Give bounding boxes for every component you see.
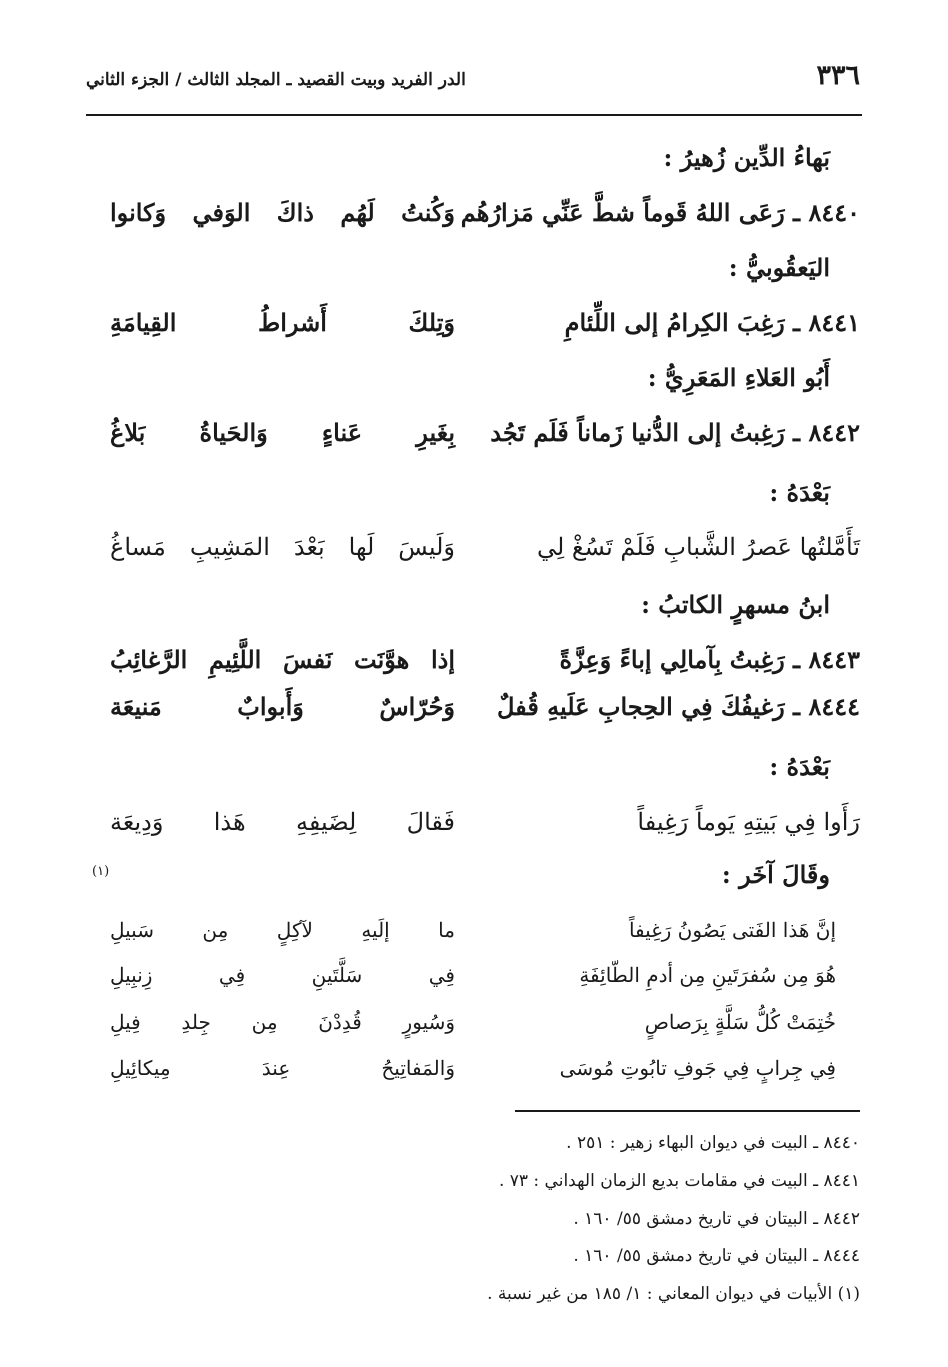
running-head: الدر الفريد وبيت القصيد ـ المجلد الثالث / الجزء الثاني: [86, 70, 466, 90]
poet-name: وقَالَ آخَر :: [721, 860, 830, 889]
verse-first-hemistich: رَأَوا فِي بَيتِهِ يَوماً رَغِيفاً: [637, 808, 860, 836]
verse-second-hemistich: وَالمَفاتِيحُ عِندَ مِيكائِيلِ: [110, 1056, 455, 1080]
verse-second-hemistich: بِغَيرِ عَناءٍ وَالحَياةُ بَلاغُ: [110, 418, 455, 447]
verse-second-hemistich: وَسُيورٍ قُدِدْنَ مِن جِلدِ فِيلِ: [110, 1010, 455, 1034]
verse-first-hemistich: إنَّ هَذا الفَتى يَصُونُ رَغِيفاً: [628, 918, 836, 942]
poet-name: بَعْدَهُ :: [769, 478, 830, 507]
footnote-rule: [515, 1110, 860, 1112]
footnote: ٨٤٤٤ ـ البيتان في تاريخ دمشق ٥٥/ ١٦٠ .: [573, 1246, 860, 1266]
verse-second-hemistich: وَكُنتُ لَهُم ذاكَ الوَفي وَكانوا: [110, 198, 455, 227]
verse-second-hemistich: إذا هوَّنَت نَفسَ اللَّئِيمِ الرَّغائِبُ: [110, 645, 455, 674]
verse-second-hemistich: وَتِلكَ أَشراطُ القِيامَةِ: [110, 308, 455, 337]
verse-first-hemistich: ٨٤٤٢ ـ رَغِبتُ إلى الدُّنيا زَماناً فَلَم تَجُد: [490, 418, 860, 447]
footnote: (١) الأبيات في ديوان المعاني : ١/ ١٨٥ من غير نسبة .: [487, 1284, 860, 1304]
verse-first-hemistich: تَأَمَّلتُها عَصرُ الشَّبابِ فَلَمْ تَسُغْ لِي: [536, 533, 860, 561]
verse-first-hemistich: ٨٤٤٠ ـ رَعَى اللهُ قَوماً شطَّ عَنِّي مَزارُهُم: [460, 198, 860, 227]
verse-first-hemistich: ٨٤٤١ ـ رَغِبَ الكِرامُ إلى اللِّئامِ: [564, 308, 860, 337]
verse-second-hemistich: وَحُرّاسٌ وَأَبوابٌ مَنيعَة: [110, 692, 455, 721]
poet-name: ابنُ مسهرٍ الكاتبُ :: [641, 590, 830, 619]
verse-first-hemistich: خُتِمَتْ كُلُّ سَلَّةٍ بِرَصاصٍ: [644, 1010, 836, 1034]
page-number: ٣٣٦: [816, 60, 860, 91]
verse-first-hemistich: ٨٤٤٣ ـ رَغِبتُ بِآمالِي إباءً وَعِزَّةً: [559, 645, 860, 674]
verse-second-hemistich: فِي سَلَّتَينِ فِي زِنبِيلِ: [110, 963, 455, 987]
footnote: ٨٤٤٢ ـ البيتان في تاريخ دمشق ٥٥/ ١٦٠ .: [573, 1209, 860, 1229]
verse-second-hemistich: فَقالَ لِضَيفِهِ هَذا وَدِيعَة: [110, 808, 455, 836]
verse-first-hemistich: فِي جِرابٍ فِي جَوفِ تابُوتِ مُوسَى: [559, 1056, 836, 1080]
footnote-reference: (١): [92, 864, 110, 879]
poet-name: بَهاءُ الدِّين زُهيرُ :: [663, 143, 830, 172]
verse-second-hemistich: وَلَيسَ لَها بَعْدَ المَشِيبِ مَساغُ: [110, 533, 455, 561]
verse-first-hemistich: هُوَ مِن سُفرَتَينِ مِن أدمِ الطّائِفَةِ: [579, 963, 836, 987]
footnote: ٨٤٤١ ـ البيت في مقامات بديع الزمان الهداني : ٧٣ .: [498, 1171, 860, 1191]
footnote: ٨٤٤٠ ـ البيت في ديوان البهاء زهير : ٢٥١ .: [566, 1133, 860, 1153]
header-rule: [86, 114, 862, 116]
verse-first-hemistich: ٨٤٤٤ ـ رَغيفُكَ فِي الحِجابِ عَلَيهِ قُفلٌ: [497, 692, 860, 721]
poet-name: أَبُو العَلاءِ المَعَرِيُّ :: [647, 363, 830, 392]
poet-name: اليَعقُوبيُّ :: [728, 253, 830, 282]
poet-name: بَعْدَهُ :: [769, 752, 830, 781]
verse-second-hemistich: ما إلَيهِ لآكِلٍ مِن سَبيلِ: [110, 918, 455, 942]
